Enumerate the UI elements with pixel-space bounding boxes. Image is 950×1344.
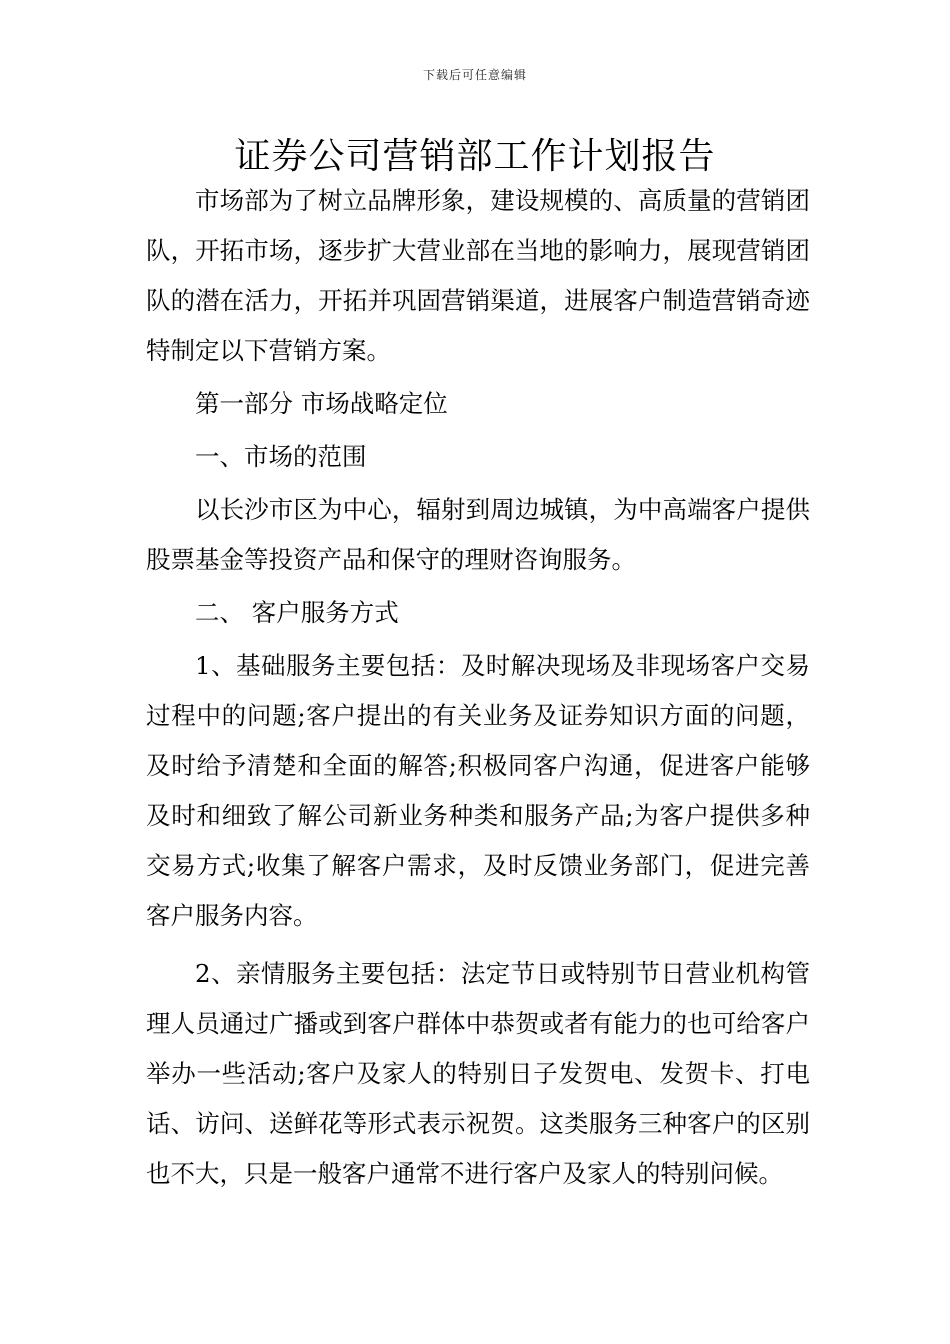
paragraph-basic-services: 1、基础服务主要包括：及时解决现场及非现场客户交易过程中的问题;客户提出的有关业务及证券知识方面的问题，及时给予清楚和全面的解答;积极同客户沟通，促进客户能够及时和细致了解公司新业务种类和服务产品;为客户提供多种交易方式;收集了解客户需求，及时反馈业务部门，促进完善客户服务内容。 xyxy=(146,651,810,930)
header-note: 下载后可任意编辑 xyxy=(422,68,527,82)
document-body xyxy=(146,176,810,1199)
paragraph-market-scope: 以长沙市区为中心，辐射到周边城镇，为中高端客户提供股票基金等投资产品和保守的理财咨询服务。 xyxy=(146,495,810,574)
document-title: 证券公司营销部工作计划报告 xyxy=(234,136,716,177)
paragraph-personal-services: 2、亲情服务主要包括：法定节日或特别节日营业机构管理人员通过广播或到客户群体中恭贺或者有能力的也可给客户举办一些活动;客户及家人的特别日子发贺电、发贺卡、打电话、访问、送鲜花等形式表示祝贺。这类服务三种客户的区别也不大，只是一般客户通常不进行客户及家人的特别问候。 xyxy=(146,959,810,1188)
subheading-market-scope: 一、市场的范围 xyxy=(195,442,367,471)
subheading-service-methods: 二、 客户服务方式 xyxy=(195,598,399,627)
section-heading-part-one: 第一部分 市场战略定位 xyxy=(195,389,448,418)
paragraph-intro: 市场部为了树立品牌形象，建设规模的、高质量的营销团队，开拓市场，逐步扩大营业部在当地的影响力，展现营销团队的潜在活力，开拓并巩固营销渠道，进展客户制造营销奇迹特制定以下营销方案。 xyxy=(146,186,810,365)
